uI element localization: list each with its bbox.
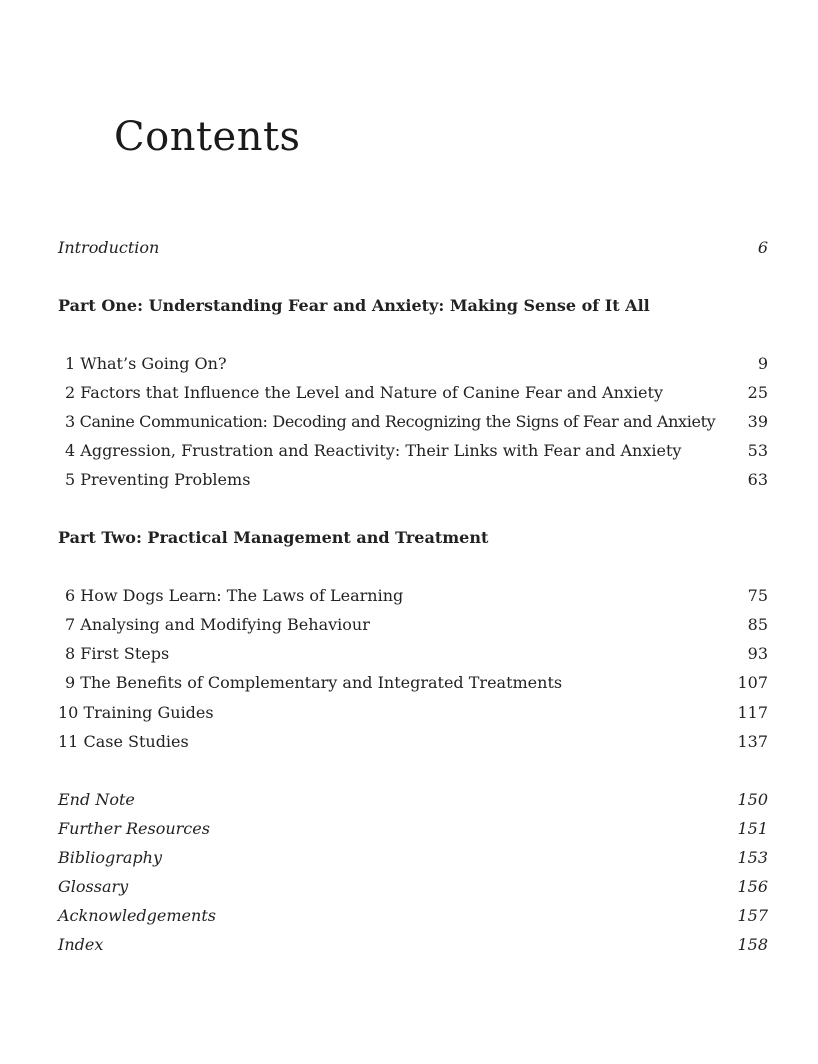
toc-entry-chapter-10[interactable] (58, 701, 768, 725)
toc-entry-acknowledgements[interactable] (58, 904, 768, 928)
toc-entry-label: Introduction (58, 238, 160, 257)
toc-entry-label: Glossary (58, 877, 129, 896)
toc-entry-label: 9 The Benefits of Complementary and Integrated Treatments (65, 673, 563, 692)
toc-entry-page: 53 (747, 441, 768, 460)
page-title: Contents (114, 114, 301, 160)
toc-entry-page: 137 (737, 732, 768, 751)
toc-entry-label: 8 First Steps (65, 644, 170, 663)
toc-entry-page: 85 (747, 615, 768, 634)
toc-entry-chapter-9[interactable] (58, 671, 768, 695)
toc-entry-label: Acknowledgements (58, 906, 216, 925)
toc-entry-label: Further Resources (58, 819, 210, 838)
toc-entry-page: 6 (757, 238, 768, 257)
toc-entry-label: Bibliography (58, 848, 162, 867)
toc-entry-introduction[interactable] (58, 236, 768, 260)
toc-entry-page: 158 (737, 935, 768, 954)
toc-entry-page: 107 (737, 673, 768, 692)
toc-entry-page: 117 (737, 703, 768, 722)
toc-entry-label: 3 Canine Communication: Decoding and Recognizing the Signs of Fear and Anxiety (65, 412, 716, 431)
toc-entry-chapter-8[interactable] (58, 642, 768, 666)
toc-entry-label: 1 What’s Going On? (65, 354, 227, 373)
toc-entry-chapter-7[interactable] (58, 613, 768, 637)
toc-entry-page: 75 (747, 586, 768, 605)
toc-entry-glossary[interactable] (58, 875, 768, 899)
toc-entry-end-note[interactable] (58, 788, 768, 812)
toc-entry-label: 2 Factors that Influence the Level and Nature of Canine Fear and Anxiety (65, 383, 663, 402)
toc-entry-bibliography[interactable] (58, 846, 768, 870)
toc-entry-chapter-1[interactable] (58, 352, 768, 376)
toc-entry-label: 10 Training Guides (58, 703, 214, 722)
toc-entry-chapter-5[interactable] (58, 468, 768, 492)
toc-entry-label: 6 How Dogs Learn: The Laws of Learning (65, 586, 404, 605)
part-one-heading: Part One: Understanding Fear and Anxiety: Making Sense of It All (58, 296, 650, 315)
toc-entry-page: 93 (747, 644, 768, 663)
toc-entry-page: 156 (737, 877, 768, 896)
toc-entry-label: 11 Case Studies (58, 732, 189, 751)
toc-entry-chapter-11[interactable] (58, 730, 768, 754)
toc-entry-chapter-2[interactable] (58, 381, 768, 405)
toc-entry-label: Index (58, 935, 104, 954)
toc-entry-label: End Note (58, 790, 135, 809)
toc-entry-page: 153 (737, 848, 768, 867)
toc-entry-further-resources[interactable] (58, 817, 768, 841)
toc-entry-chapter-6[interactable] (58, 584, 768, 608)
toc-entry-page: 25 (747, 383, 768, 402)
toc-entry-chapter-4[interactable] (58, 439, 768, 463)
part-two-heading: Part Two: Practical Management and Treatment (58, 528, 489, 547)
toc-entry-page: 150 (737, 790, 768, 809)
toc-entry-page: 63 (747, 470, 768, 489)
toc-entry-label: 7 Analysing and Modifying Behaviour (65, 615, 370, 634)
toc-entry-label: 5 Preventing Problems (65, 470, 251, 489)
toc-entry-page: 39 (747, 412, 768, 431)
toc-entry-chapter-3[interactable] (58, 410, 768, 434)
toc-entry-page: 9 (757, 354, 768, 373)
toc-entry-label: 4 Aggression, Frustration and Reactivity: Their Links with Fear and Anxiety (65, 441, 682, 460)
toc-entry-index[interactable] (58, 933, 768, 957)
toc-entry-page: 151 (737, 819, 768, 838)
toc-entry-page: 157 (737, 906, 768, 925)
